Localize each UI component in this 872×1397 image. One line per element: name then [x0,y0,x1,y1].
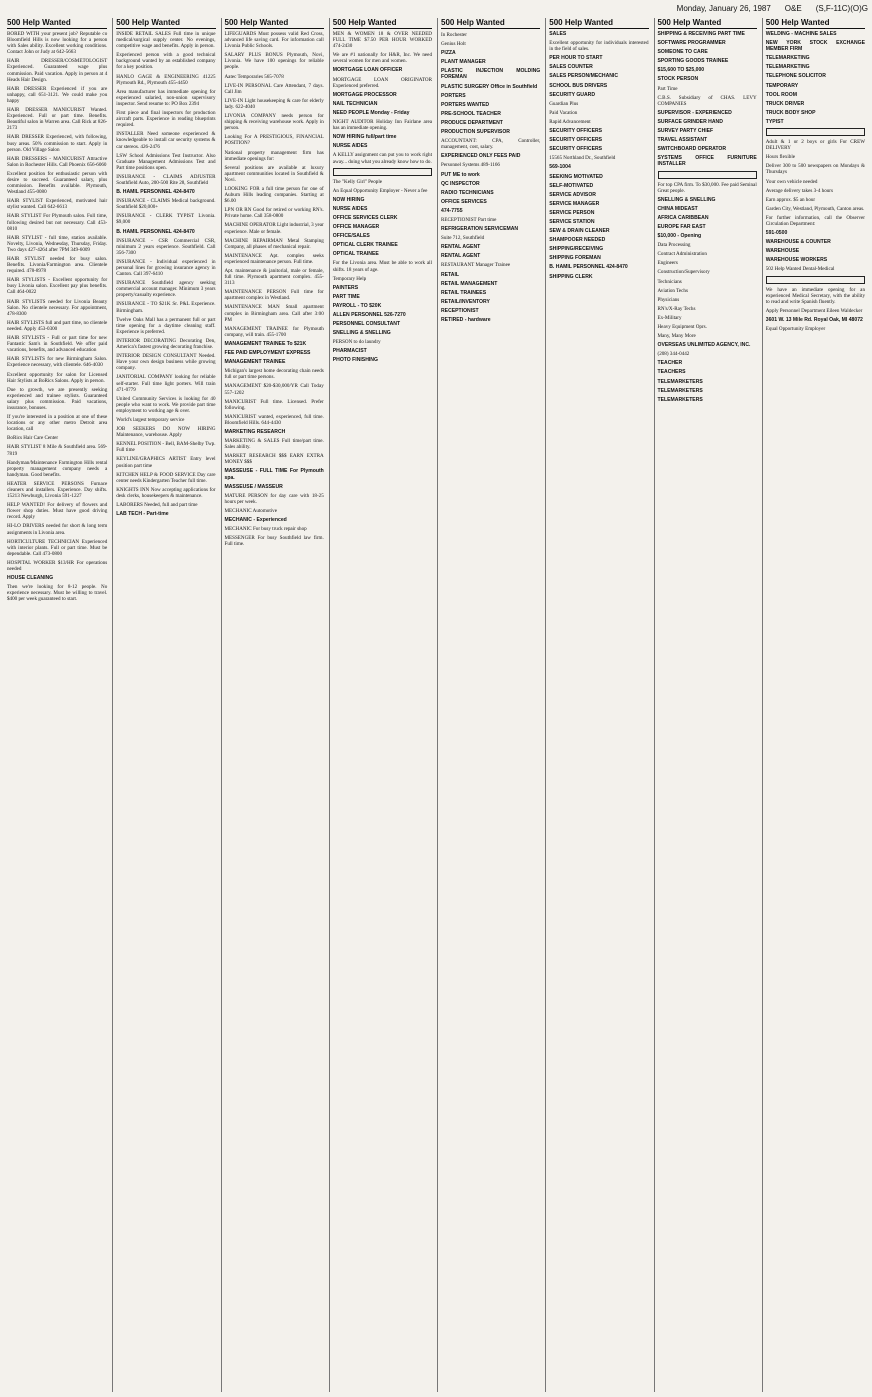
ad-text: For the Livonia area. Must be able to work all shifts. 18 years of age. [332,260,432,273]
ad-title: SNELLING & SNELLING [332,330,391,337]
ad-title: RETIRED - hardware [441,317,491,323]
ad-text: MECHANIC Automotive [224,507,277,514]
ad-text: Rapid Advancement [549,118,591,125]
ad-title: ALLEN PERSONNEL 526-7270 [332,312,406,318]
ad-text: A KELLY assignment can put you to work right away... doing what you already know how to do. [332,152,432,165]
ad-text: HAIR DRESSER Experienced if you are unhappy, call 651-3121. We could make you happy [7,85,108,104]
ad-text: Earn approx. $5 an hour [765,196,816,203]
ad-title: $10,000 - Opening [657,233,702,240]
ad-text: We have an immediate opening for an experienced Medical Secretary, with the ability to read and write Spanish fluently. [765,286,865,305]
ad-title: LAB TECH - Part-time [116,511,169,518]
ad-title: TOOL ROOM [765,91,797,98]
ad-text: HELP WANTED! For delivery of flowers and flower shop duties. Must have good driving record. Apply [7,502,108,521]
ad-title: PAYROLL - TO $20K [332,302,382,309]
ad-text: Aatec Temporaries 565-7078 [224,73,284,80]
ad-text: Garden City, Westland, Plymouth, Canton areas. [765,205,865,212]
ad-title: WAREHOUSE & COUNTER [765,239,831,246]
ad-title: RETAIL [441,271,460,278]
ad-title: SEW & DRAIN CLEANER [549,228,610,235]
ad-title: TRAVEL ASSISTANT [657,137,708,144]
ad-title: SALES PERSON/MECHANIC [549,73,619,80]
ad-text: INSURANCE - Individual experienced in personal lines for growing insurance agency in Canton. Call 397-6410 [116,258,216,278]
ad-text: MAINTENANCE PERSON Full time for apartment complex in Westland. [224,289,324,302]
ad-title: PIZZA [441,50,456,57]
ad-text: HAIR STYLIST - full time, station available. Novelty, Livonia, Wednesday, Thursday, Friday. Two days 427-4264 after 7PM 349-6009 [7,234,108,253]
classified-column [762,18,868,1392]
ad-text: HAIR DRESSERS - MANICURIST Attractive Salon in Rochester Hills. Call Phoenix 656-6060 [7,155,108,168]
ad-headline [766,128,865,136]
ad-text: JANITORIAL COMPANY looking for reliable self-starter. Full time light porters. Will train 471-0779 [116,374,216,393]
classified-columns [4,18,868,1392]
column-header: 500 Help Wanted [549,18,648,29]
ad-title: CHINA MIDEAST [657,205,698,212]
ad-title: SEEKING MOTIVATED [549,173,603,180]
ad-title: NEW YORK STOCK EXCHANGE MEMBER FIRM [765,40,865,53]
ad-title: B. HAMIL PERSONNEL 424-8470 [549,264,628,271]
ad-text: LSW School Admissions Test Instructor. Also Graduate Management Admissions Test and Part time positions open. [116,152,216,171]
ad-text: MARKETING & SALES Full time/part time. Sales ability. [224,438,324,451]
ad-title: TEMPORARY [765,82,799,89]
ad-text: If you're interested in a position at one of these locations or any other metro Detroit area location, call [7,414,108,433]
ad-text: HAIR STYLIST 8 Mile & Southfield area. 569-7819 [7,444,108,457]
ad-text: Deliver 300 to 500 newspapers on Mondays & Thursdays [765,163,865,176]
ad-title: B. HAMIL PERSONNEL 424-8470 [116,189,195,196]
ad-text: KNIGHTS INN Now accepting applications for desk clerks, housekeepers & maintenance. [116,486,216,499]
ad-title: TELEMARKETERS [657,396,703,403]
ad-text: HAIR STYLISTS for new Birmingham Salon. Experience necessary, with clientele. 646-4030 [7,356,108,369]
ad-text: HI-LO DRIVERS needed for short & long term assignments in Livonia area. [7,523,108,536]
ad-text: MANICURIST Full time. Licensed. Prefer following. [224,398,324,411]
ad-title: SOFTWARE PROGRAMMER [657,40,726,47]
ad-text: Due to growth, we are presently seeking experienced and trainee stylists. Guaranteed salary plus commission. Paid vacations, insurance, bonuses. [7,386,108,411]
ad-text: Guardian Plus [549,100,579,107]
ad-text: LIVE-IN PERSONAL Care Attendant, 7 days. Call Jim [224,82,324,95]
ad-title: SERVICE ADVISOR [549,191,596,198]
ad-title: $15,600 TO $25,000 [657,67,705,74]
ad-title: OPTICAL CLERK TRAINEE [332,242,398,249]
ad-title: PRODUCTION SUPERVISOR [441,129,510,136]
ad-text: MANICURIST wanted, experienced, full time. Bloomfield Hills. 644-4430 [224,413,324,426]
ad-title: SECURITY OFFICERS [549,146,603,153]
ad-text: JOB SEEKERS DO NOW HIRING Maintenance, warehouse. Apply [116,426,216,439]
ad-text: HAIR STYLIST needed for busy salon. Benefits. Livonia/Farmington area. Clientele required. 478-8978 [7,256,108,275]
ad-title: SERVICE STATION [549,218,595,225]
ad-title: OFFICE SERVICES [441,198,487,205]
ad-title: WELDING - MACHINE SALES [765,31,837,37]
ad-title: SHIPPING & RECEIVING PART TIME [657,31,745,37]
ad-text: Excellent opportunity for individuals interested in the field of sales. [549,40,649,53]
classified-column [329,18,435,1392]
ad-title: FEE PAID EMPLOYMENT EXPRESS [224,350,311,357]
ad-title: MASSEUSE / MASSEUR [224,483,283,490]
ad-text: INSURANCE Southfield agency seeking commercial account manager. Minimum 3 years property/casualty experience. [116,280,216,299]
ad-text: C.B.S. Subsidiary of CHAS. LEVY COMPANIES [657,94,757,107]
ad-text: Several positions are available at luxury apartment communities located in Southfield & Novi. [224,164,324,183]
ad-title: SHIPPING/RECEIVING [549,246,604,253]
ad-text: HOSPITAL WORKER $13/HR For operations needed [7,559,108,573]
ad-text: INSURANCE - TO $21K Sr. P&L Experience. Birmingham. [116,301,216,314]
ad-text: INTERIOR DESIGN CONSULTANT Needed. Have your own design business while growing company. [116,353,216,372]
ad-text: An Equal Opportunity Employer - Never a fee [332,187,428,194]
ad-title: TELEMARKETERS [657,378,703,385]
ad-title: PERSONNEL CONSULTANT [332,321,401,328]
ad-text: Heavy Equipment Oprs. [657,324,707,330]
ad-title: MORTGAGE LOAN OFFICER [332,67,403,74]
ad-title: 591-0500 [765,230,788,237]
ad-text: United Community Services is looking for 40 people who want to work. We provide part time employment to working age & over. [116,395,216,414]
ad-text: INSURANCE - CSR Commercial CSR, minimum 2 years experience. Southfield. Call 356-7300 [116,237,216,256]
ad-text: MACHINE OPERATOR Light industrial, 3 year experience. Male or female. [224,222,324,235]
ad-title: SWITCHBOARD OPERATOR [657,146,727,153]
ad-title: SPORTING GOODS TRAINEE [657,58,729,65]
ad-text: MATURE PERSON for day care with 18-25 hours per week. [224,492,324,505]
column-header: 500 Help Wanted [766,18,865,29]
ad-text: Looking For A PRESTIGIOUS, FINANCIAL POSITION? [224,134,324,147]
classified-column [221,18,327,1392]
ad-title: TEACHER [657,360,683,367]
ad-title: PLASTIC SURGERY Office in Southfield [441,83,538,90]
ad-title: PORTERS WANTED [441,101,490,108]
ad-text: HAIR STYLISTS needed for Livonia Beauty Salon. No clientele necessary. For appointment, 478-8300 [7,298,108,317]
ad-text: HAIR DRESSER/COSMETOLOGIST Experienced. Guaranteed wage plus commission. Paid vacation. Apply in person at 4 Heads Hair Design. [7,58,108,83]
ad-text: HAIR DRESSER MANICURIST Wanted. Experienced. Full or part time. Benefits. Beautiful salon in Warren area. Call Rick at 826-2173 [7,107,108,132]
ad-text: Engineers [657,260,678,267]
ad-title: 3601 W. 13 Mile Rd. Royal Oak, MI 48072 [765,316,863,323]
ad-text: We are #1 nationally for H&R, Inc. We need several women for men and women. [332,52,432,65]
ad-text: Average delivery takes 3-4 hours [765,187,833,194]
ad-text: Handyman/Maintenance Farmington Hills rental property management company needs a handyman. Good benefits. [7,459,108,478]
ad-title: PRODUCE DEPARTMENT [441,119,503,126]
ad-text: KITCHEN HELP & FOOD SERVICE Day care center needs Kindergarten Teacher full time. [116,471,216,484]
ad-text: HANLO GAGE & ENGINEERING 41225 Plymouth Rd., Plymouth 455-4450 [116,73,216,86]
ad-title: SERVICE MANAGER [549,200,600,207]
ad-headline [658,171,757,179]
masthead [4,4,868,16]
ad-text: LIFEGUARDS Must possess valid Red Cross, advanced life saving card. For information call Livonia Public Schools. [224,31,324,50]
ad-text: In Rochester [441,32,467,38]
ad-text: Aviation Techs [657,287,688,294]
ad-text: RECEPTIONIST Part time [441,216,497,223]
ad-title: SOMEONE TO CARE [657,49,708,56]
ad-text: MESSENGER For busy Southfield law firm. Full time. [224,535,324,548]
ad-title: OVERSEAS UNLIMITED AGENCY, INC. [657,342,751,349]
ad-text: (208) 344-0442 [657,351,690,358]
ad-text: HAIR STYLISTS full and part time, no clientele needed. Apply 453-0300 [7,319,108,332]
column-header: 500 Help Wanted [116,18,215,29]
ad-title: PLASTIC INJECTION MOLDING FOREMAN [441,68,541,81]
ad-text: For further information, call the Observer Circulation Department: [765,214,865,227]
ad-text: HAIR STYLISTS - Full or part time for new Fantastic Sam's in Southfield. We offer paid vacations, benefits, and advanced education [7,335,108,354]
ad-title: NURSE AIDES [332,143,368,150]
ad-title: PUT ME to work [441,171,480,178]
ad-title: TELEMARKETERS [657,387,703,394]
ad-text: MECHANIC For busy truck repair shop [224,526,307,533]
ad-title: OFFICE SERVICES CLERK [332,214,398,221]
ad-text: Temporary Help [332,275,367,282]
ad-text: Area manufacturer has immediate opening for experienced salaried, non-union supervisory inspector. Send resume to: PO Box 2394 [116,88,216,107]
ad-text: RN's/X-Ray Techs [657,305,696,312]
ad-text: HAIR STYLISTS - Excellent opportunity for busy Livonia salon. Excellent pay plus benefits. Call 464-0022 [7,277,108,296]
ad-text: INSTALLER Need someone experienced & knowledgeable to install car security systems & car stereos. 426-2476 [116,131,216,150]
ad-text: Excellent opportunity for salon for Licensed Hair Stylists at BoRics Salons. Apply in person. [7,371,108,384]
ad-title: SECURITY OFFICERS [549,137,603,144]
ad-title: NURSE AIDES [332,205,368,212]
ad-title: RETAIL MANAGEMENT [441,280,498,287]
ad-title: SALES COUNTER [549,64,593,71]
classified-column [545,18,651,1392]
ad-title: SCHOOL BUS DRIVERS [549,82,608,89]
column-header: 500 Help Wanted [333,18,432,29]
ad-title: MECHANIC - Experienced [224,517,287,523]
column-header: 500 Help Wanted [225,18,324,29]
ad-title: RENTAL AGENT [441,253,481,260]
ad-title: SUPERVISOR - EXPERIENCED [657,109,732,116]
ad-title: SNELLING & SNELLING [657,196,716,203]
classified-column [4,18,110,1392]
ad-text: LIVONIA COMPANY needs person for shipping & receiving warehouse work. Apply in person. [224,113,324,132]
ad-text: INTERIOR DECORATING Decorating Den, America's fastest growing decorating franchise. [116,337,216,351]
ad-text: MEN & WOMEN 18 & OVER NEEDED FULL TIME $7.50 PER HOUR WORKED 474-2430 [332,31,432,50]
ad-text: Personnel Systems 489-1166 [441,162,500,169]
ad-text: Contract Administration [657,251,707,258]
ad-title: RETAIL TRAINEES [441,289,487,296]
ad-title: B. HAMIL PERSONNEL 424-8470 [116,228,195,235]
ad-text: Apply Personnel Department Eileen Waldecker [765,307,863,314]
ad-title: OFFICE MANAGER [332,224,380,231]
ad-title: TEACHERS [657,369,686,376]
ad-text: HAIR DRESSER Experienced, with following, busy areas. 50% commission to start. Apply in person. Old Village Salon [7,134,108,153]
ad-title: SALES [549,31,567,37]
ad-title: NEED PEOPLE Monday - Friday [332,109,410,116]
ad-text: Paid Vacation [549,109,578,116]
ad-text: BoRics Hair Care Center [7,435,59,442]
ad-text: LIVE-IN Light housekeeping & care for elderly lady. 622-4040 [224,97,324,110]
ad-title: SELF-MOTIVATED [549,182,594,189]
section-label: O&E [784,4,802,13]
ad-text: Apt. maintenance & janitorial, male or female, full time. Plymouth apartment complex. 455-3113 [224,268,324,287]
ad-text: Construction/Supervisory [657,269,710,276]
ad-title: 569-1004 [549,164,571,171]
ad-text: Genius Holt [441,41,466,48]
ad-text: HAIR STYLIST For Plymouth salon. Full time, following desired but not necessary. Call 453-0810 [7,213,108,232]
ad-text: INSURANCE - CLAIMS ADJUSTER Southfield Auto, 200-500 Rite 28, Southfield [116,173,216,186]
issue-date: Monday, January 26, 1987 [676,4,771,13]
ad-text: MANAGEMENT $20-$30,000/YR Call Today 557-1202 [224,383,324,396]
ad-title: TYPIST [765,118,784,125]
ad-text: MORTGAGE LOAN ORIGINATOR Experienced preferred. [332,76,432,89]
ad-title: NOW HIRING [332,196,365,203]
ad-text: First piece and final inspectors for production aircraft parts. Experience in reading blueprints required. [116,110,216,129]
ad-text: MACHINE REPAIRMAN Metal Stamping Company, all phases of mechanical repair. [224,237,324,250]
ad-text: LOOKING FOR a full time person for one of Auburn Hills leading companies. Starting at $6.00 [224,185,324,205]
ad-text: National property management firm has immediate openings for: [224,149,324,162]
ad-text: Twelve Oaks Mall has a permanent full or part time opening for a daytime cleaning staff. Experience is preferred. [116,316,216,335]
ad-text: Many, Many More [657,333,696,340]
ad-text: INSIDE RETAIL SALES Full time in unique medical/surgical supply center. No evenings, competitive wage and benefits. Apply in person. [116,31,216,50]
ad-text: Excellent position for enthusiastic person with desire to succeed. Guaranteed salary, plus commission. Benefits available. Plymouth, Westland 455-0080 [7,170,108,196]
page-code: (S,F-11C)(O)G [815,4,868,13]
ad-title: MASSEUSE - FULL TIME For Plymouth spa. [224,468,324,481]
ad-title: PAINTERS [332,284,359,291]
ad-text: Your own vehicle needed [765,178,818,185]
ad-title: SURVEY PARTY CHIEF [657,128,714,135]
ad-title: NAIL TECHNICIAN [332,100,378,107]
ad-text: Technicians [657,278,682,285]
ad-title: MANAGEMENT TRAINEE To $21K [224,340,307,347]
ad-title: TRUCK DRIVER [765,100,805,107]
ad-title: SYSTEMS OFFICE FURNITURE INSTALLER [657,155,757,168]
ad-title: PHOTO FINISHING [332,357,378,364]
ad-text: LABORERS Needed, full and part time [116,502,198,508]
ad-title: RENTAL AGENT [441,244,481,251]
ad-text: KEYLINE/GRAPHICS ARTIST Entry level position part time [116,456,216,469]
ad-title: PER HOUR TO START [549,55,603,62]
ad-text: Ex-Military [657,314,682,321]
column-header: 500 Help Wanted [658,18,757,29]
ad-text: Then we're looking for 8-12 people. No experience necessary. Must be willing to travel. $400 per week guaranteed to start. [7,584,108,603]
ad-text: PERSON to do laundry [332,339,381,346]
ad-text: Equal Opportunity Employer [765,326,826,332]
ad-text: 502 Help Wanted Dental-Medical [765,266,835,273]
ad-title: STOCK PERSON [657,76,699,83]
ad-title: QC INSPECTOR [441,180,480,187]
ad-title: SECURITY OFFICERS [549,128,603,135]
ad-title: SHAMPOOER NEEDED [549,237,606,244]
ad-text: NIGHT AUDITOR Holiday Inn Fairlane area has an immediate opening. [332,119,432,132]
ad-title: TELEMARKETING [765,64,810,71]
ad-text: Physicians [657,296,680,303]
ad-text: Hours flexible [765,154,796,161]
ad-headline [766,276,865,284]
column-header: 500 Help Wanted [7,18,107,29]
ad-title: SERVICE PERSON [549,209,595,216]
ad-text: Suite 712, Southfield [441,235,485,242]
ad-title: WAREHOUSE WORKERS [765,257,828,264]
ad-title: NOW HIRING full/part time [332,134,397,141]
ad-text: LPN OR RN Good for retired or working RN's. Private home. Call 358-0800 [224,207,324,220]
ad-title: SHIPPING CLERK [549,273,593,280]
ad-text: Adult & 1 or 2 boys or girls For CREW DELIVERY [765,139,865,152]
ad-title: RECEPTIONIST [441,307,479,314]
ad-text: Experienced person with a good technical background wanted by an established company for a key position. [116,52,216,71]
ad-title: PRE-SCHOOL TEACHER [441,110,501,117]
ad-text: For top CPA firm. To $30,000. Fee paid Seminal Great people. [657,181,757,194]
ad-title: TELEMARKETING [765,55,810,62]
column-header: 500 Help Wanted [441,18,540,29]
ad-text: World's largest temporary service [116,416,185,423]
ad-title: REFRIGERATION SERVICEMAN [441,226,519,233]
ad-text: The "Kelly Girl" People [332,178,383,185]
ad-text: MARKET RESEARCH $$$ EARN EXTRA MONEY $$$ [224,453,324,466]
ad-title: MANAGEMENT TRAINEE [224,359,286,366]
ad-title: 474-7755 [441,207,463,214]
ad-title: EXPERIENCED ONLY FEES PAID [441,153,521,160]
ad-title: OPTICAL TRAINEE [332,251,379,258]
ad-text: INSURANCE - CLAIMS Medical background. Southfield $20,000+ [116,198,216,211]
ad-text: 15565 Northland Dr., Southfield [549,155,616,162]
ad-title: PHARMACIST [332,348,367,355]
ad-text: Michigan's largest home decorating chain needs full or part time persons. [224,368,324,381]
ad-title: TRUCK BODY SHOP [765,109,816,116]
ad-title: MARKETING RESEARCH [224,428,286,435]
ad-text: MANAGEMENT TRAINEE for Plymouth company, will train. 455-1700 [224,325,324,338]
ad-text: MAINTENANCE MAN Small apartment complex in Birmingham area. Call after 3:00 PM [224,304,324,323]
ad-text: SALARY PLUS BONUS Plymouth, Novi, Livonia. We have 100 openings for reliable people. [224,52,324,71]
ad-title: PART TIME [332,293,360,300]
classified-column [437,18,543,1392]
ad-text: Data Processing [657,242,691,249]
ad-title: WAREHOUSE [765,248,800,255]
ad-text: HAIR STYLIST Experienced, motivated hair stylist wanted. Call 642-6613 [7,198,108,211]
ad-text: Part Time [657,85,678,92]
ad-text: HORTICULTURE TECHNICIAN Experienced with interior plants. Full or part time. Must be dependable. Call 473-0800 [7,538,108,557]
ad-text: MAINTENANCE Apt. complex seeks experienced maintenance person. Full time. [224,252,324,265]
classified-column [654,18,760,1392]
ad-title: HOUSE CLEANING [7,575,54,582]
ad-text: HEATER SERVICE PERSONS Furnace cleaners and installers. Experience. Day shifts. 15213 Newburgh, Livonia 591-1227 [7,480,108,500]
ad-text: INSURANCE - CLERK TYPIST Livonia. $9,000 [116,213,216,226]
ad-title: RETAIL/INVENTORY [441,298,490,305]
ad-title: SECURITY GUARD [549,91,596,98]
classified-column [112,18,218,1392]
ad-title: EUROPE FAR EAST [657,223,706,230]
ad-title: PORTERS [441,92,466,99]
ad-title: AFRICA CARIBBEAN [657,214,709,221]
ad-title: MORTGAGE PROCESSOR [332,91,397,98]
ad-title: RADIO TECHNICIANS [441,189,494,196]
ad-text: ACCOUNTANT: CPA, Controller, management, cost, salary. [441,138,541,151]
ad-text: BORED WITH your present job? Reputable co Bloomfield Hills is now looking for a person with Sales ability. Excellent working conditions. Contact John or Judy at 642-5663 [7,31,108,56]
ad-text: RESTAURANT Manager Trainee [441,262,511,269]
ad-title: PLANT MANAGER [441,59,486,66]
ad-title: SURFACE GRINDER HAND [657,118,723,125]
ad-title: OFFICE/SALES [332,233,370,240]
ad-title: TELEPHONE SOLICITOR [765,73,826,80]
ad-title: SHIPPING FOREMAN [549,255,601,262]
ad-text: KENNEL POSITION - Bell, BAM-Shelby Twp. Full time [116,441,216,454]
ad-headline [333,168,432,176]
